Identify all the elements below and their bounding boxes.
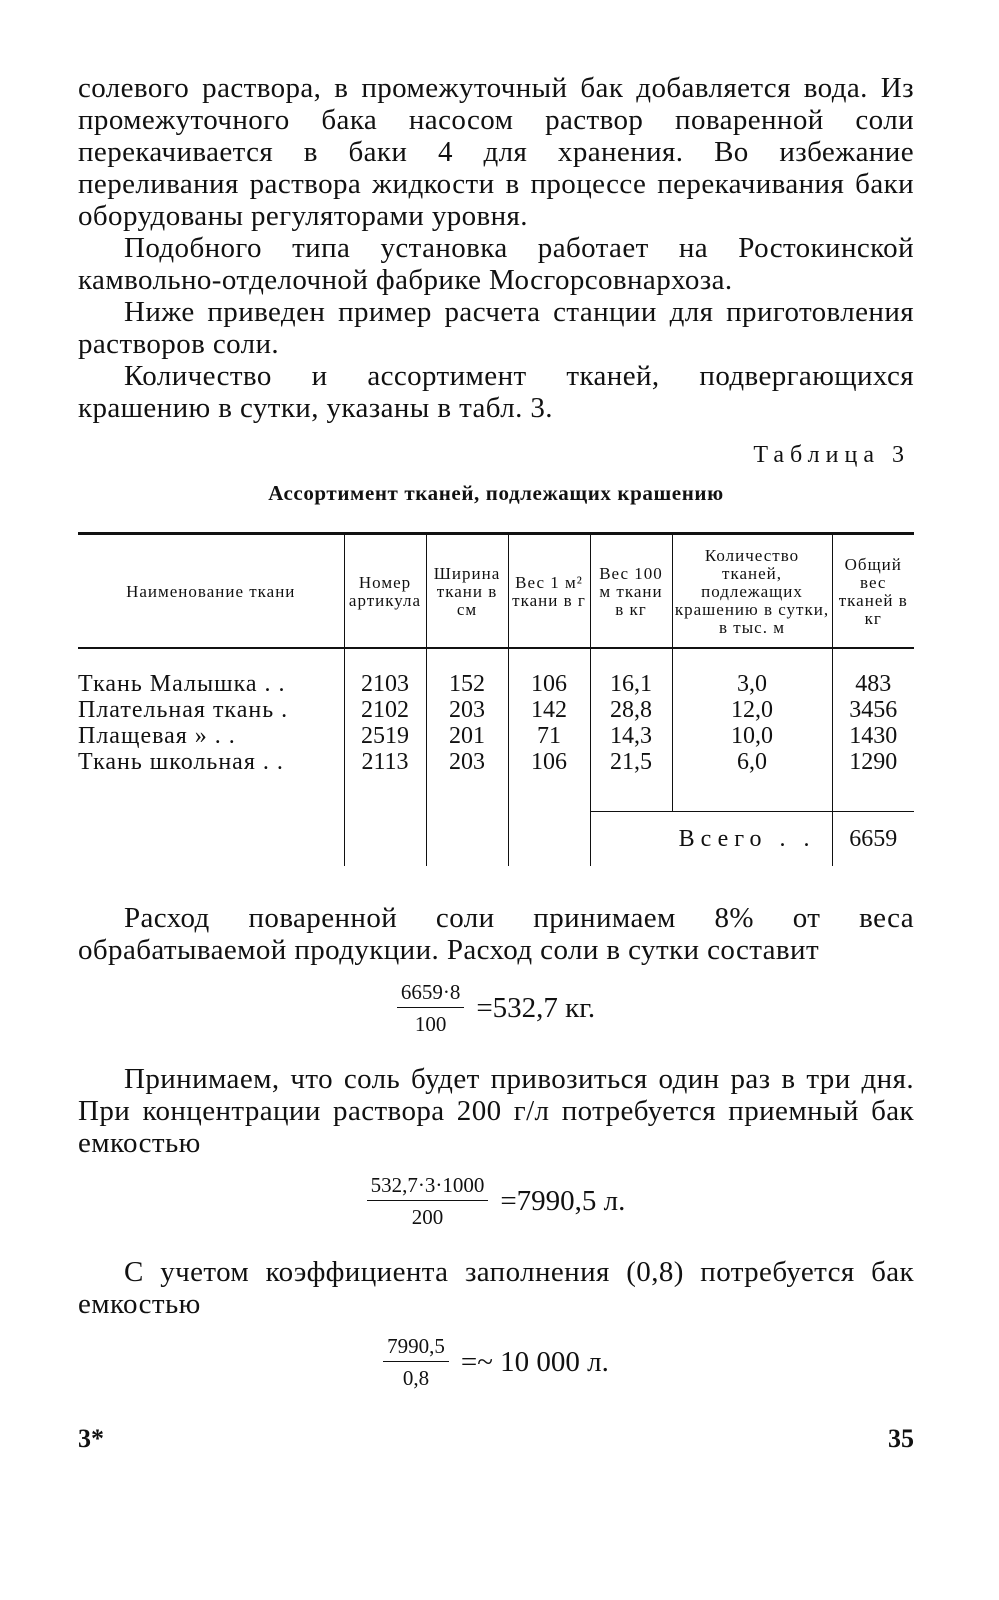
cell-total-weight: 3456 [832, 697, 914, 723]
cell-fabric-name: Ткань школьная . . [78, 749, 284, 776]
denominator: 100 [414, 1012, 447, 1036]
paragraph-1: солевого раствора, в промежуточный бак добавляется вода. Из промежуточного бака насосом раствор поваренной соли перекачивается в баки 4 для хранения. Во избежание переливания раствора жидкости в процессе перекачивания баки оборудованы регуляторами уровня. [78, 72, 914, 232]
denominator: 200 [411, 1205, 444, 1229]
table-row [78, 749, 914, 812]
cell-width: 203 [426, 697, 508, 723]
header-weight-per-m2: Вес 1 м² ткани в г [508, 534, 590, 649]
cell-quantity: 12,0 [672, 697, 832, 723]
cell-weight-100m: 16,1 [590, 648, 672, 697]
numerator: 7990,5 [383, 1334, 449, 1362]
total-label: Всего . . [590, 812, 832, 867]
page [78, 72, 914, 1572]
cell-fabric-name: Плательная ткань . [78, 697, 289, 723]
cell-fabric-name: Ткань Малышка . . [78, 671, 286, 697]
paragraph-4: Количество и ассортимент тканей, подвергающихся крашению в сутки, указаны в табл. 3. [78, 360, 914, 424]
table-total-row [78, 812, 914, 867]
cell-width: 152 [426, 648, 508, 697]
cell-total-weight: 1290 [832, 749, 914, 812]
formula-fill-capacity [78, 1334, 914, 1391]
table-header-row [78, 534, 914, 649]
formula-result: =7990,5 л. [500, 1185, 626, 1217]
header-article-number: Номер артикула [344, 534, 426, 649]
cell-width: 201 [426, 723, 508, 749]
table-title: Ассортимент тканей, подлежащих крашению [268, 481, 724, 505]
formula-salt-consumption [78, 980, 914, 1037]
denominator: 0,8 [402, 1366, 430, 1390]
table-caption: Таблица 3 [753, 442, 910, 468]
assortment-table [78, 532, 914, 866]
numerator: 532,7·3·1000 [367, 1173, 489, 1201]
cell-total-weight: 483 [832, 648, 914, 697]
cell-weight-m2: 71 [508, 723, 590, 749]
cell-weight-m2: 106 [508, 648, 590, 697]
cell-weight-m2: 142 [508, 697, 590, 723]
header-fabric-name: Наименование ткани [78, 534, 344, 649]
formula-tank-capacity [78, 1173, 914, 1230]
total-value: 6659 [832, 812, 914, 867]
header-quantity-per-day: Количество тканей, подлежащих крашению в сутки, в тыс. м [672, 534, 832, 649]
table-row [78, 723, 914, 749]
cell-width: 203 [426, 749, 508, 812]
header-width: Ширина ткани в см [426, 534, 508, 649]
cell-weight-m2: 106 [508, 749, 590, 812]
numerator: 6659·8 [397, 980, 465, 1008]
header-weight-per-100m: Вес 100 м ткани в кг [590, 534, 672, 649]
cell-weight-100m: 28,8 [590, 697, 672, 723]
paragraph-6: Принимаем, что соль будет привозиться один раз в три дня. При концентрации раствора 200 г/л потребуется приемный бак емкостью [78, 1063, 914, 1159]
cell-article: 2519 [344, 723, 426, 749]
formula-result: =532,7 кг. [476, 992, 596, 1024]
paragraph-5: Расход поваренной соли принимаем 8% от веса обрабатываемой продукции. Расход соли в сутки составит [78, 902, 914, 966]
table-row [78, 648, 914, 697]
fraction [367, 1173, 489, 1230]
cell-article: 2103 [344, 648, 426, 697]
table-row [78, 697, 914, 723]
cell-quantity: 3,0 [672, 648, 832, 697]
cell-quantity: 6,0 [672, 749, 832, 812]
cell-total-weight: 1430 [832, 723, 914, 749]
formula-result: =~ 10 000 л. [460, 1346, 609, 1378]
cell-weight-100m: 21,5 [590, 749, 672, 812]
cell-article: 2113 [344, 749, 426, 812]
cell-quantity: 10,0 [672, 723, 832, 749]
paragraph-2: Подобного типа установка работает на Ростокинской камвольно-отделочной фабрике Мосгорсовнархоза. [78, 232, 914, 296]
header-total-weight: Общий вес тканей в кг [832, 534, 914, 649]
paragraph-7: С учетом коэффициента заполнения (0,8) потребуется бак емкостью [78, 1256, 914, 1320]
cell-article: 2102 [344, 697, 426, 723]
signature-mark: 3* [78, 1424, 104, 1453]
cell-weight-100m: 14,3 [590, 723, 672, 749]
fraction [383, 1334, 449, 1391]
fraction [397, 980, 465, 1037]
paragraph-3: Ниже приведен пример расчета станции для приготовления растворов соли. [78, 296, 914, 360]
cell-fabric-name: Плащевая » . . [78, 723, 236, 749]
page-number: 35 [888, 1424, 914, 1453]
